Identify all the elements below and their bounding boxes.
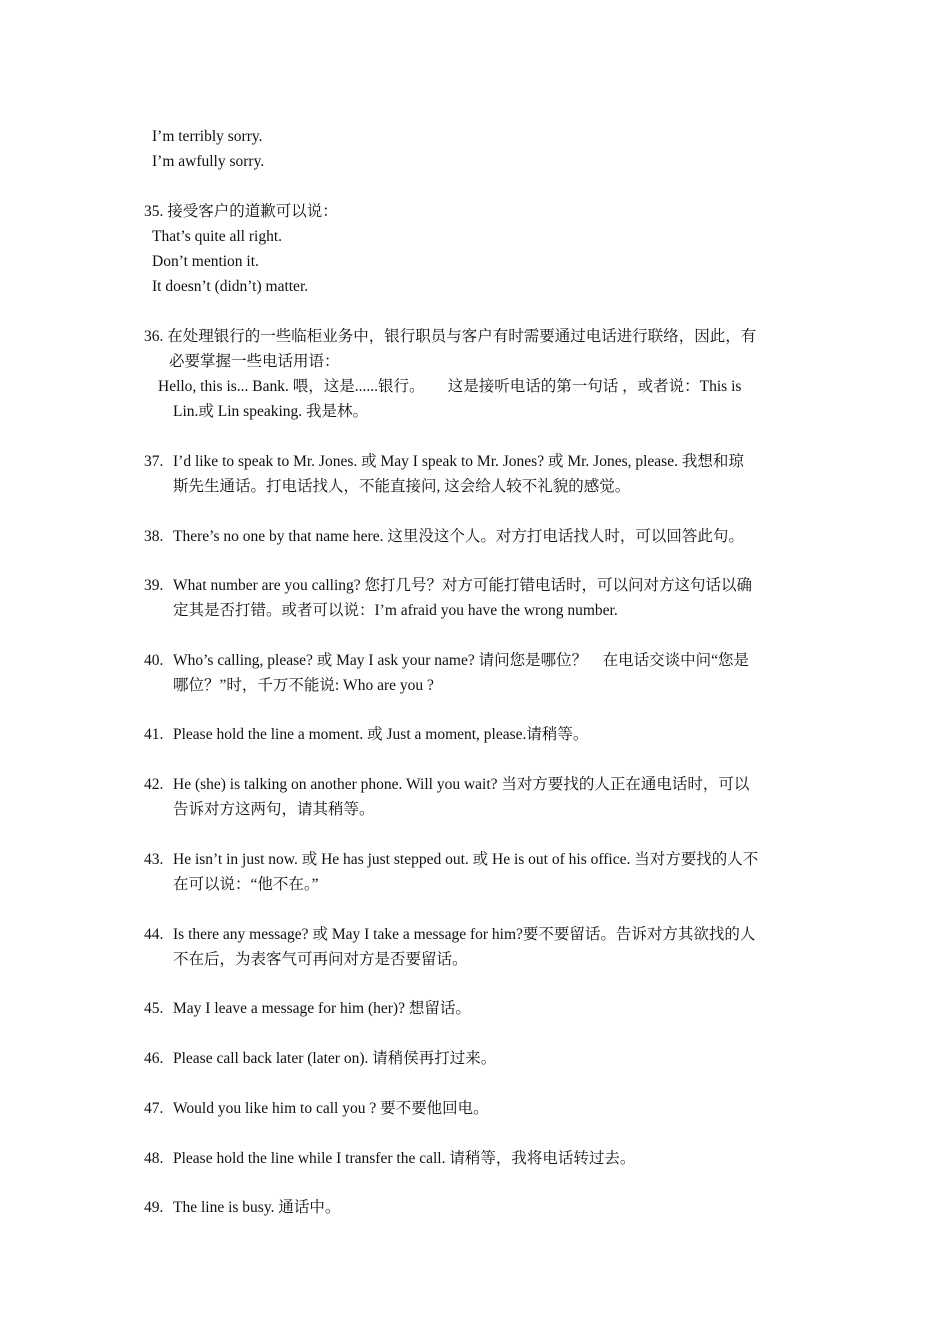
item-line: What number are you calling? 您打几号？对方可能打错电话时，可以问对方这句话以确	[173, 577, 753, 594]
item-line: 不在后，为表客气可再问对方是否要留话。	[173, 951, 468, 968]
item-line: It doesn’t (didn’t) matter.	[152, 278, 309, 295]
item-line: 告诉对方这两句，请其稍等。	[173, 801, 375, 818]
item-36	[144, 327, 756, 347]
intro-line: I’m terribly sorry.	[152, 128, 263, 145]
item-number: 41.	[144, 726, 164, 743]
item-number: 47.	[144, 1100, 164, 1117]
item-text: 在处理银行的一些临柜业务中，银行职员与客户有时需要通过电话进行联络，因此，有	[167, 328, 757, 345]
item-line: Please call back later (later on). 请稍侯再打过来。	[173, 1050, 497, 1067]
item-line: He (she) is talking on another phone. Will you wait? 当对方要找的人正在通电话时，可以	[173, 776, 750, 793]
item-number: 38.	[144, 528, 164, 545]
item-line: Would you like him to call you ? 要不要他回电。	[173, 1100, 489, 1117]
item-line: Who’s calling, please? 或 May I ask your name? 请问您是哪位？ 在电话交谈中问“您是	[173, 652, 749, 669]
item-line: 在可以说：“他不在。”	[173, 876, 319, 893]
item-line: I’d like to speak to Mr. Jones. 或 May I speak to Mr. Jones? 或 Mr. Jones, please. 我想和琼	[173, 453, 744, 470]
item-line: He isn’t in just now. 或 He has just stepped out. 或 He is out of his office. 当对方要找的人不	[173, 851, 759, 868]
item-number: 37.	[144, 453, 164, 470]
item-line: 定其是否打错。或者可以说：I’m afraid you have the wrong number.	[173, 602, 618, 619]
item-number: 48.	[144, 1150, 164, 1167]
item-line: There’s no one by that name here. 这里没这个人。对方打电话找人时，可以回答此句。	[173, 528, 744, 545]
intro-line: I’m awfully sorry.	[152, 153, 265, 170]
item-number: 42.	[144, 776, 164, 793]
item-number: 40.	[144, 652, 164, 669]
item-35	[144, 202, 338, 222]
item-line: May I leave a message for him (her)? 想留话。	[173, 1000, 471, 1017]
item-line: Please hold the line while I transfer the call. 请稍等，我将电话转过去。	[173, 1150, 636, 1167]
item-line: 哪位？”时，千万不能说: Who are you ?	[173, 677, 434, 694]
item-line: 斯先生通话。打电话找人，不能直接问, 这会给人较不礼貌的感觉。	[173, 478, 631, 495]
item-line: That’s quite all right.	[152, 228, 283, 245]
item-line: Don’t mention it.	[152, 253, 259, 270]
item-number: 45.	[144, 1000, 164, 1017]
item-number: 46.	[144, 1050, 164, 1067]
item-number: 39.	[144, 577, 164, 594]
item-number: 44.	[144, 926, 164, 943]
item-number: 35.	[144, 203, 164, 220]
item-line: Please hold the line a moment. 或 Just a moment, please.请稍等。	[173, 726, 589, 743]
item-line: 必要掌握一些电话用语：	[169, 353, 340, 370]
item-line: Is there any message? 或 May I take a message for him?要不要留话。告诉对方其欲找的人	[173, 926, 756, 943]
item-text: 接受客户的道歉可以说：	[167, 203, 338, 220]
item-number: 49.	[144, 1199, 164, 1216]
item-number: 36.	[144, 328, 164, 345]
item-line: Hello, this is... Bank. 喂，这是......银行。 这是接听电话的第一句话 ，或者说：This is	[158, 378, 742, 395]
item-line: Lin.或 Lin speaking. 我是林。	[173, 403, 369, 420]
item-number: 43.	[144, 851, 164, 868]
item-line: The line is busy. 通话中。	[173, 1199, 341, 1216]
